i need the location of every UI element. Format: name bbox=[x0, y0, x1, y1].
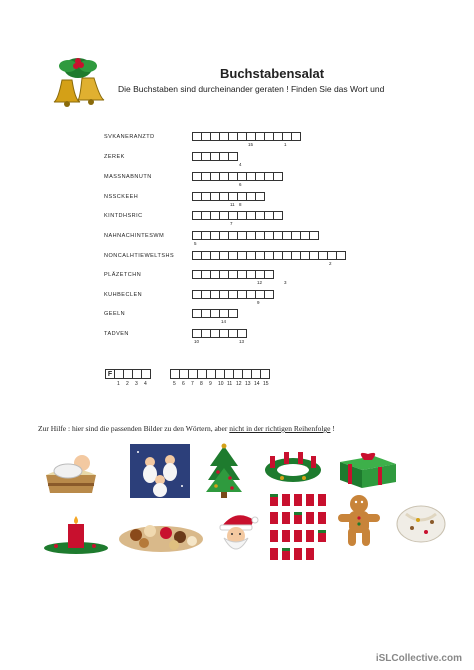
letter-box[interactable] bbox=[273, 211, 283, 220]
solution-number: 1 bbox=[117, 381, 120, 387]
cookies-icon bbox=[118, 515, 204, 553]
christmas-tree-icon bbox=[206, 442, 242, 498]
clue-number: 7 bbox=[230, 221, 233, 226]
solution-number: 10 bbox=[218, 381, 224, 387]
answer-grid bbox=[192, 309, 237, 318]
scrambled-word: NSSCKEEH bbox=[104, 194, 139, 200]
clue-number: 6 bbox=[239, 182, 242, 187]
solution-number: 5 bbox=[173, 381, 176, 387]
gift-icon bbox=[334, 448, 400, 490]
letter-box[interactable] bbox=[264, 270, 274, 279]
advent-calendar-icon bbox=[266, 490, 332, 566]
scrambled-word: KINTDHSRIC bbox=[104, 213, 143, 219]
letter-box[interactable] bbox=[237, 329, 247, 338]
help-prefix: Zur Hilfe : hier sind die passenden Bilder zu den Wörtern, aber bbox=[38, 424, 230, 433]
answer-grid bbox=[192, 192, 264, 201]
solution-group-2 bbox=[170, 369, 269, 379]
stollen-icon bbox=[396, 498, 446, 546]
answer-grid bbox=[192, 231, 318, 240]
baby-jesus-icon bbox=[40, 445, 102, 497]
scrambled-word: KUHBECLEN bbox=[104, 292, 143, 298]
answer-grid bbox=[192, 172, 282, 181]
worksheet-title: Buchstabensalat bbox=[220, 66, 325, 81]
clue-number: 10 bbox=[194, 339, 200, 344]
clue-number: 4 bbox=[239, 162, 242, 167]
advent-wreath-icon bbox=[262, 446, 324, 484]
letter-box[interactable] bbox=[228, 152, 238, 161]
clue-number: 9 bbox=[257, 300, 260, 305]
letter-box[interactable] bbox=[291, 132, 301, 141]
answer-grid bbox=[192, 329, 246, 338]
clue-number: 2 bbox=[329, 261, 332, 266]
scrambled-word: NONCALHTIEWELTSHS bbox=[104, 253, 175, 259]
solution-number: 7 bbox=[191, 381, 194, 387]
solution-number: 9 bbox=[209, 381, 212, 387]
scrambled-word: SVKANERANZTD bbox=[104, 134, 155, 140]
watermark: iSLCollective.com bbox=[375, 653, 462, 664]
letter-box[interactable] bbox=[228, 309, 238, 318]
solution-number: 14 bbox=[254, 381, 260, 387]
solution-box[interactable] bbox=[260, 369, 270, 379]
solution-number: 3 bbox=[135, 381, 138, 387]
solution-number: 13 bbox=[245, 381, 251, 387]
solution-number: 6 bbox=[182, 381, 185, 387]
scrambled-word: TADVEN bbox=[104, 331, 129, 337]
letter-box[interactable] bbox=[273, 172, 283, 181]
solution-number: 11 bbox=[227, 381, 233, 387]
clue-number: 1 bbox=[284, 142, 287, 147]
help-underlined: nicht in der richtigen Reihenfolge bbox=[229, 424, 331, 433]
letter-box[interactable] bbox=[255, 192, 265, 201]
solution-number: 2 bbox=[126, 381, 129, 387]
answer-grid bbox=[192, 251, 345, 260]
scrambled-word: MASSNABNUTN bbox=[104, 174, 152, 180]
scrambled-word: ZEREK bbox=[104, 154, 125, 160]
santa-claus-icon bbox=[214, 508, 260, 558]
angels-icon bbox=[130, 444, 190, 498]
letter-box[interactable] bbox=[336, 251, 346, 260]
candle-icon bbox=[42, 516, 110, 554]
scrambled-word: NAHNACHINTESWM bbox=[104, 233, 165, 239]
clue-number: 11 bbox=[230, 202, 235, 207]
answer-grid bbox=[192, 132, 300, 141]
christmas-bells-icon bbox=[48, 52, 108, 110]
solution-group-1 bbox=[105, 369, 150, 379]
clue-number: 14 bbox=[221, 319, 227, 324]
clue-number: 8 bbox=[239, 202, 242, 207]
solution-number: 15 bbox=[263, 381, 269, 387]
clue-number: 15 bbox=[248, 142, 254, 147]
clue-number: 5 bbox=[194, 241, 197, 246]
clue-number: 12 bbox=[257, 280, 263, 285]
solution-first-letter: F bbox=[105, 369, 115, 379]
answer-grid bbox=[192, 290, 273, 299]
clue-number: 13 bbox=[239, 339, 245, 344]
letter-box[interactable] bbox=[264, 290, 274, 299]
help-suffix: ! bbox=[330, 424, 335, 433]
solution-number: 8 bbox=[200, 381, 203, 387]
solution-number: 4 bbox=[144, 381, 147, 387]
solution-box[interactable] bbox=[141, 369, 151, 379]
letter-box[interactable] bbox=[309, 231, 319, 240]
scrambled-word: GEELN bbox=[104, 311, 126, 317]
solution-number: 12 bbox=[236, 381, 242, 387]
instruction-text: Die Buchstaben sind durcheinander geraten ! Finden Sie das Wort und bbox=[118, 84, 385, 94]
answer-grid bbox=[192, 152, 237, 161]
scrambled-word: PLÄZETCHN bbox=[104, 272, 142, 278]
answer-grid bbox=[192, 270, 273, 279]
clue-number: 3 bbox=[284, 280, 287, 285]
help-text bbox=[38, 424, 335, 433]
answer-grid bbox=[192, 211, 282, 220]
gingerbread-man-icon bbox=[338, 494, 380, 546]
